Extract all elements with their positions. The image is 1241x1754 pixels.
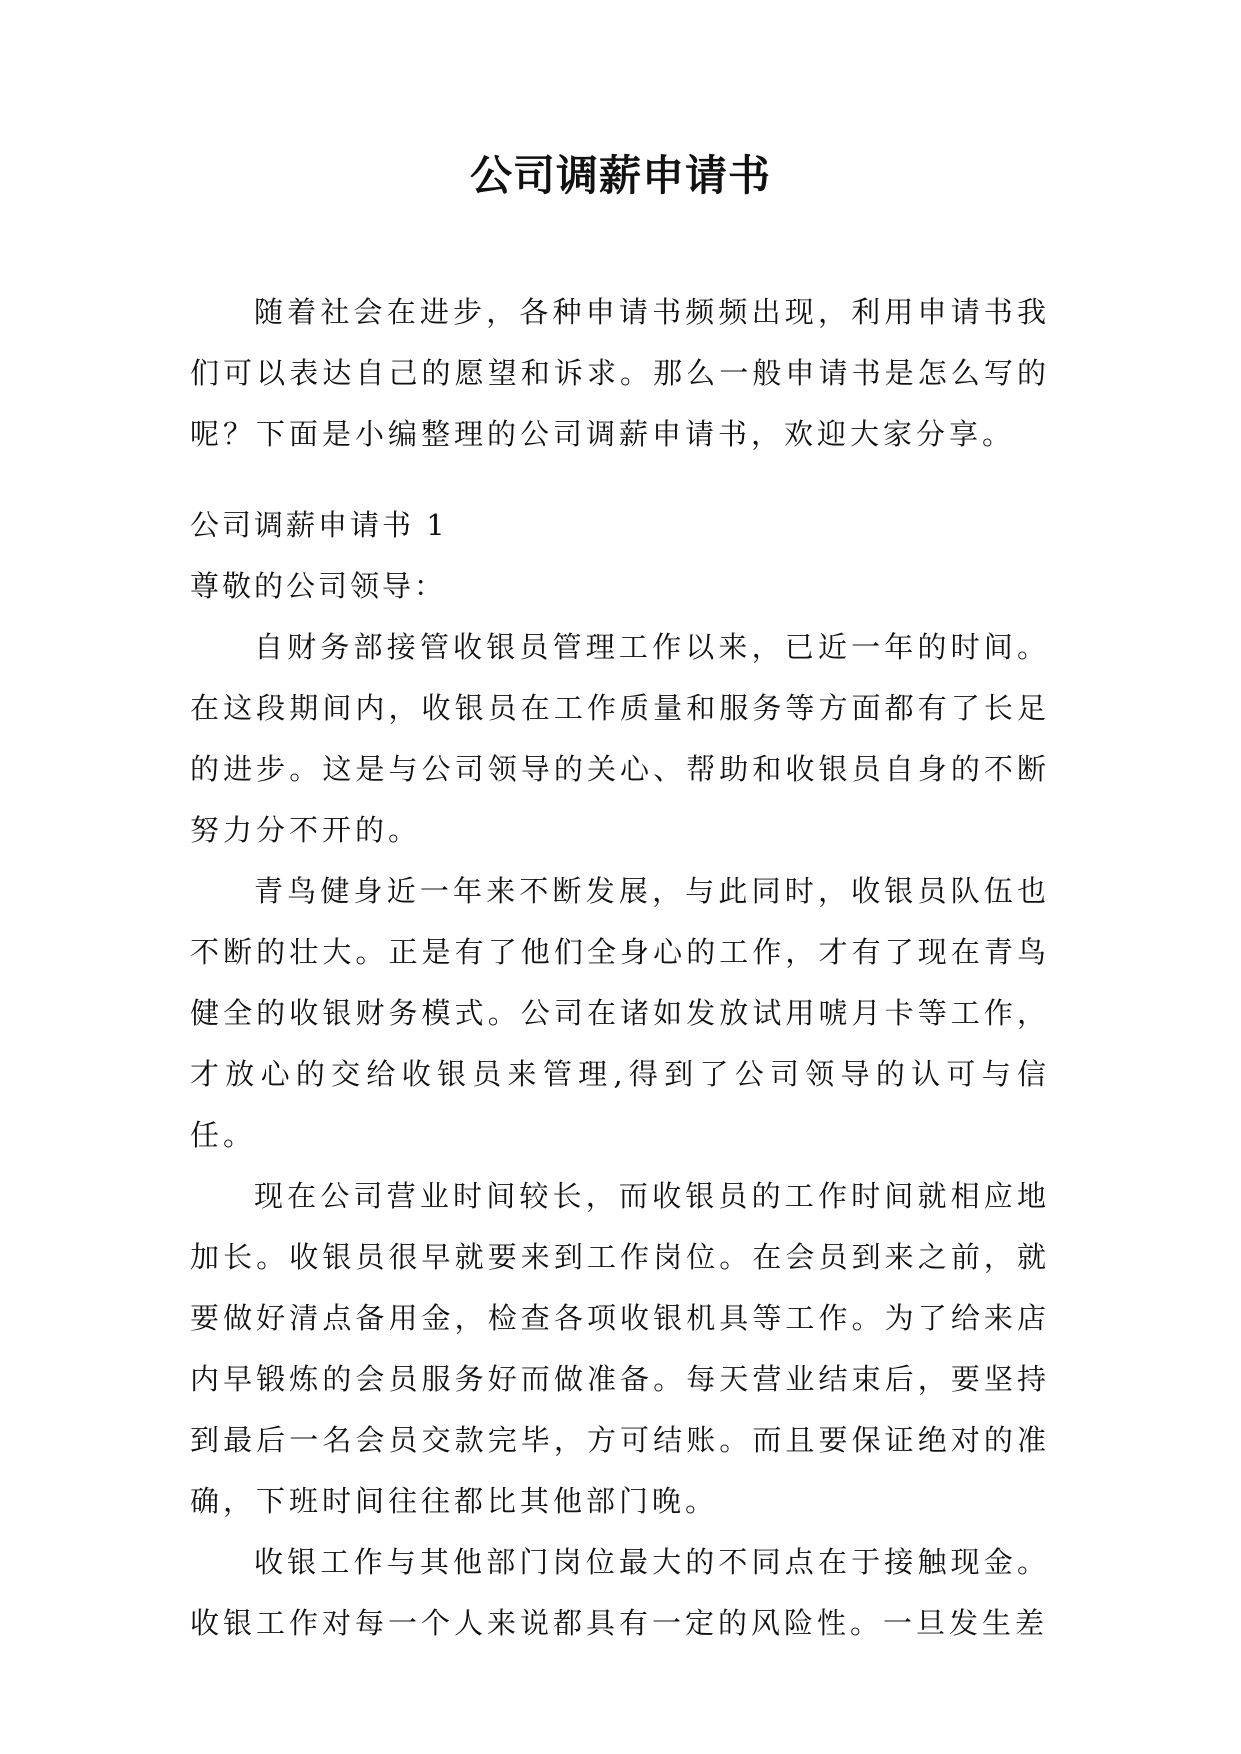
document-title: 公司调薪申请书: [469, 151, 771, 200]
body-paragraph-3: 现在公司营业时间较长，而收银员的工作时间就相应地加长。收银员很早就要来到工作岗位。在会员到来之前，就要做好清点备用金，检查各项收银机具等工作。为了给来店内早锻炼的会员服务好而做准备。每天营业结束后，要坚持到最后一名会员交款完毕，方可结账。而且要保证绝对的准确，下班时间往往都比其他部门晚。: [190, 1179, 1050, 1518]
section-heading: 公司调薪申请书 1: [190, 508, 448, 542]
salutation: 尊敬的公司领导：: [190, 569, 447, 603]
body-paragraph-4: 收银工作与其他部门岗位最大的不同点在于接触现金。收银工作对每一个人来说都具有一定的风险性。一旦发生差: [190, 1545, 1050, 1640]
body-paragraph-1: 自财务部接管收银员管理工作以来，已近一年的时间。在这段期间内，收银员在工作质量和服务等方面都有了长足的进步。这是与公司领导的关心、帮助和收银员自身的不断努力分不开的。: [190, 630, 1050, 847]
intro-paragraph: 随着社会在进步，各种申请书频频出现，利用申请书我们可以表达自己的愿望和诉求。那么一般申请书是怎么写的呢？下面是小编整理的公司调薪申请书，欢迎大家分享。: [190, 295, 1050, 451]
body-paragraph-2: 青鸟健身近一年来不断发展，与此同时，收银员队伍也不断的壮大。正是有了他们全身心的工作，才有了现在青鸟健全的收银财务模式。公司在诸如发放试用唬月卡等工作，才放心的交给收银员来管理,得到了公司领导的认可与信任。: [190, 874, 1050, 1152]
document-body: [190, 282, 1050, 1654]
